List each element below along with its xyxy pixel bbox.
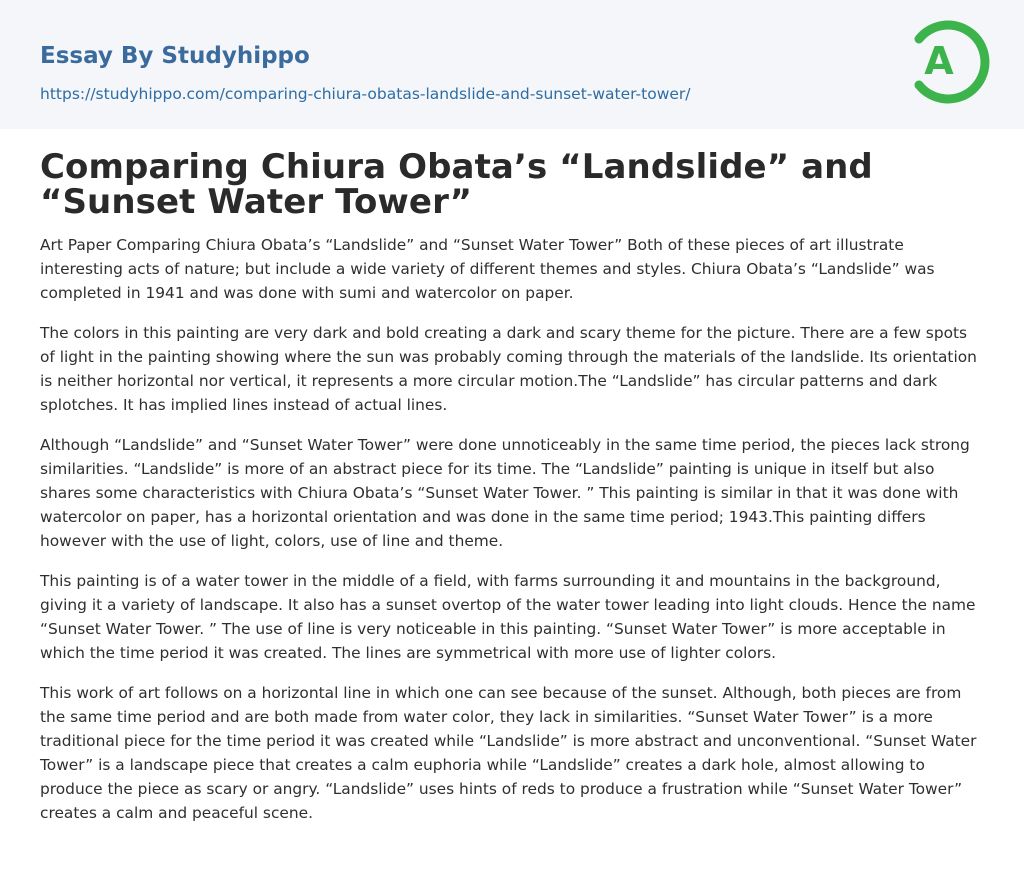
site-brand[interactable]: Essay By Studyhippo (40, 43, 310, 69)
essay-url-link[interactable]: https://studyhippo.com/comparing-chiura-obatas-landslide-and-sunset-water-tower/ (40, 85, 691, 103)
article-paragraph: The colors in this painting are very dark and bold creating a dark and scary theme for the picture. There are a few spots of light in the painting showing where the sun was probably coming through the materials of the landslide. Its orientation is neither horizontal nor vertical, it represents a more circular motion.The “Landslide” has circular patterns and dark splotches. It has implied lines instead of actual lines. (40, 324, 977, 414)
studyhippo-logo-icon[interactable] (910, 18, 990, 106)
article-paragraph: This work of art follows on a horizontal line in which one can see because of the sunset. Although, both pieces are from the same time period and are both made from water color, they lack in similarities. “Sunset Water Tower” is a more traditional piece for the time period it was created while “Landslide” is more abstract and unconventional. “Sunset Water Tower” is a landscape piece that creates a calm euphoria while “Landslide” creates a dark hole, almost allowing to produce the piece as scary or angry. “Landslide” uses hints of reds to produce a frustration while “Sunset Water Tower” creates a calm and peaceful scene. (40, 684, 977, 822)
logo-letter: A (924, 39, 954, 83)
article-paragraph: Although “Landslide” and “Sunset Water Tower” were done unnoticeably in the same time period, the pieces lack strong similarities. “Landslide” is more of an abstract piece for its time. The “Landslide” painting is unique in itself but also shares some characteristics with Chiura Obata’s “Sunset Water Tower. ” This painting is similar in that it was done with watercolor on paper, has a horizontal orientation and was done in the same time period; 1943.This painting differs however with the use of light, colors, use of line and theme. (40, 436, 970, 550)
page-title: Comparing Chiura Obata’s “Landslide” and “Sunset Water Tower” (40, 147, 873, 222)
article (40, 147, 986, 841)
article-paragraph: Art Paper Comparing Chiura Obata’s “Landslide” and “Sunset Water Tower” Both of these pieces of art illustrate interesting acts of nature; but include a wide variety of different themes and styles. Chiura Obata’s “Landslide” was completed in 1941 and was done with sumi and watercolor on paper. (40, 236, 935, 302)
site-header (0, 0, 1024, 129)
article-paragraph: This painting is of a water tower in the middle of a field, with farms surrounding it and mountains in the background, giving it a variety of landscape. It also has a sunset overtop of the water tower leading into light clouds. Hence the name “Sunset Water Tower. ” The use of line is very noticeable in this painting. “Sunset Water Tower” is more acceptable in which the time period it was created. The lines are symmetrical with more use of lighter colors. (40, 572, 976, 662)
